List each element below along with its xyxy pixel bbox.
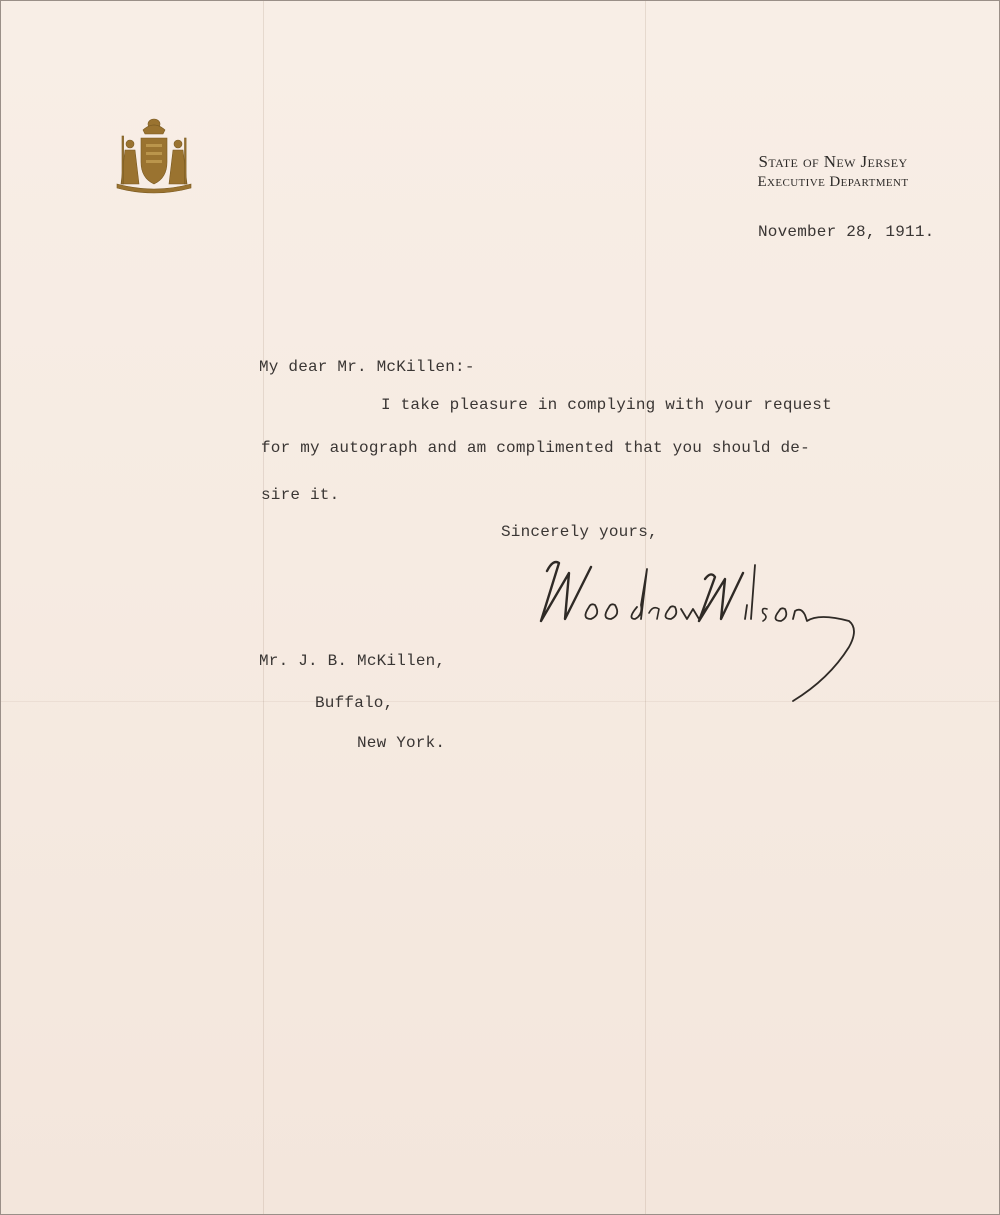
signature xyxy=(529,549,864,709)
closing: Sincerely yours, xyxy=(501,523,658,541)
body-line: sire it. xyxy=(261,486,340,504)
letterhead-state: State of New Jersey xyxy=(758,152,908,171)
salutation: My dear Mr. McKillen:- xyxy=(259,358,475,376)
body-line: I take pleasure in complying with your request xyxy=(381,396,832,414)
letterhead xyxy=(723,151,943,193)
recipient-city: Buffalo, xyxy=(315,694,394,712)
letter-date: November 28, 1911. xyxy=(758,223,935,241)
letterhead-department: Executive Department xyxy=(757,174,909,191)
recipient-name: Mr. J. B. McKillen, xyxy=(259,652,446,670)
new-jersey-state-seal-icon xyxy=(113,114,195,196)
paper-fold-line xyxy=(263,1,264,1214)
body-line: for my autograph and am complimented that you should de- xyxy=(261,439,810,457)
recipient-state: New York. xyxy=(357,734,446,752)
